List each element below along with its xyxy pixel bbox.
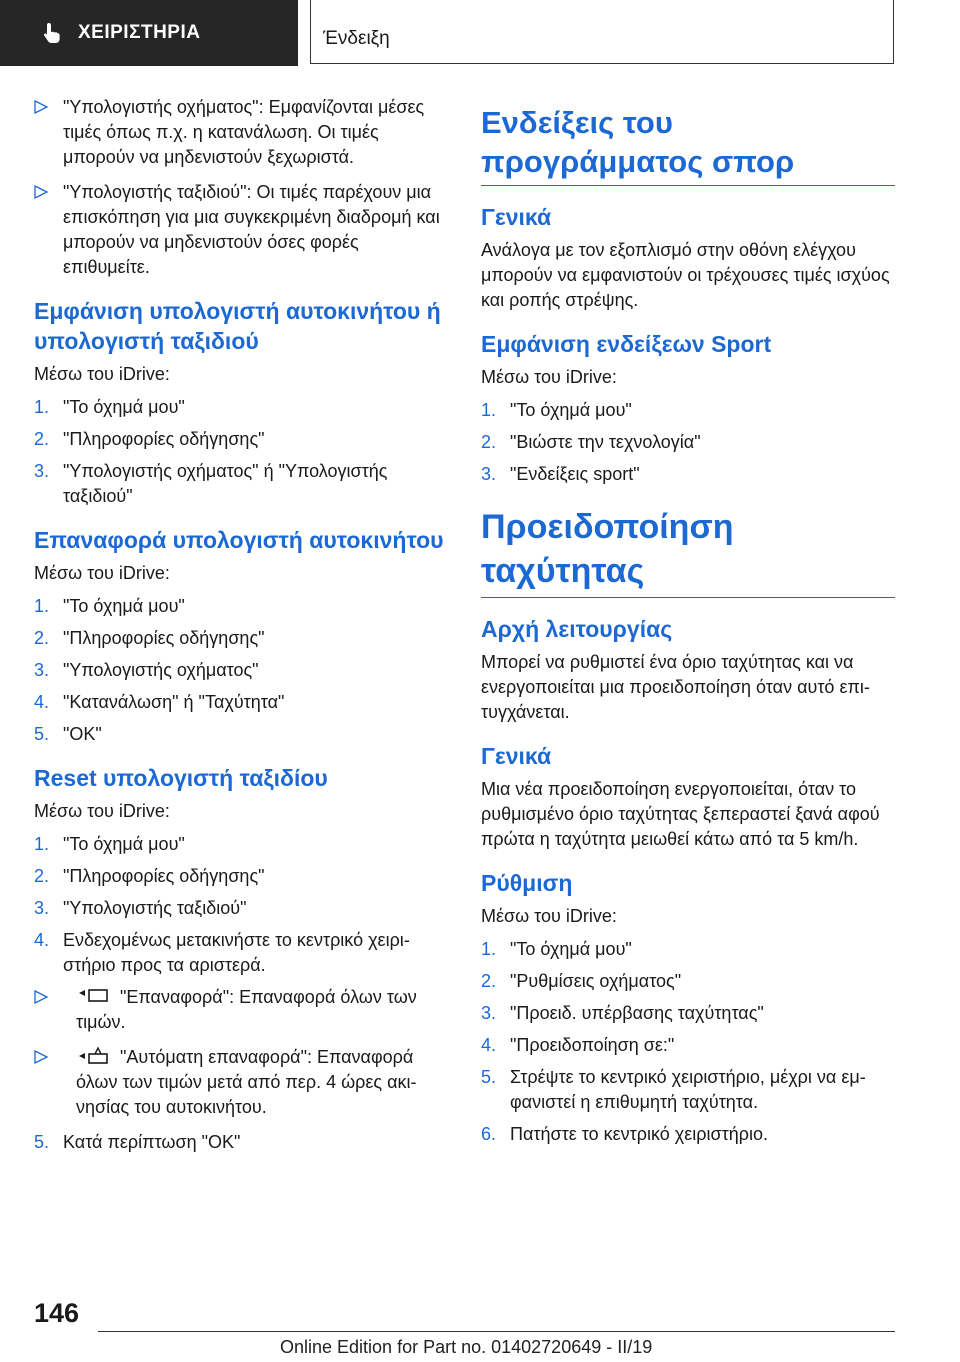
step-number: 3. bbox=[34, 461, 50, 481]
reset-icon bbox=[76, 987, 110, 1005]
body-text: Μπορεί να ρυθμιστεί ένα όριο ταχύτητας και να ενεργοποιείται μια προειδοποίηση όταν αυτό επιτυγχάνεται. bbox=[481, 652, 870, 722]
list-item: 5. Στρέψτε το κεντρικό χειριστήριο, μέχρι να εμφανιστεί η επιθυμητή ταχύτητα. bbox=[481, 1067, 866, 1112]
intro-text: Μέσω του iDrive: bbox=[34, 801, 170, 821]
sub-bullet-item: "Επαναφορά": Επαναφορά όλων των τιμών. bbox=[34, 985, 448, 1035]
step-number: 4. bbox=[481, 1035, 497, 1055]
page-number: 146 bbox=[34, 1298, 80, 1328]
step-number: 1. bbox=[34, 596, 50, 616]
body-text: Ανάλογα με τον εξοπλισμό στην οθόνη ελέγχου μπορούν να εμφανιστούν οι τρέχουσες τιμές ισχύος και ροπής στρέψης. bbox=[481, 240, 890, 310]
list-item: 5. Κατά περίπτωση "OK" bbox=[34, 1130, 448, 1155]
list-item: 3. "Υπολογιστής οχήματος" bbox=[34, 658, 448, 683]
sub-bullet-item: "Αυτόματη επαναφορά": Επαναφορά όλων των τιμών μετά από περ. 4 ώρες ακινησίας του αυτοκινήτου. bbox=[34, 1045, 448, 1120]
list-item: 6. Πατήστε το κεντρικό χειριστήριο. bbox=[481, 1122, 895, 1147]
body-text: Μια νέα προειδοποίηση ενεργοποιείται, όταν το ρυθμισμένο όριο ταχύτητας ξεπεραστεί ξανά αφού πρώτα η ταχύτητα μειωθεί κάτω από τα 5 km/h. bbox=[481, 779, 880, 849]
list-item: 2. "Πληροφορίες οδήγησης" bbox=[34, 626, 448, 651]
section-heading: Γενικά bbox=[481, 743, 552, 769]
triangle-bullet-icon bbox=[34, 100, 48, 114]
section-heading: Εμφάνιση ενδείξεων Sport bbox=[481, 331, 772, 357]
footer-divider bbox=[98, 1331, 895, 1332]
step-number: 1. bbox=[481, 939, 497, 959]
list-item: 1. "Το όχημά μου" bbox=[481, 937, 895, 962]
list-item: 2. "Πληροφορίες οδήγησης" bbox=[34, 864, 448, 889]
bullet-item: "Υπολογιστής οχήματος": Εμφανίζονται μέσες τιμές όπως π.χ. η κατανάλωση. Οι τιμές μπορούν να μηδενιστούν ξεχωριστά. bbox=[34, 95, 448, 170]
chapter-header bbox=[310, 0, 894, 64]
list-item: 3. "Ενδείξεις sport" bbox=[481, 462, 895, 487]
step-number: 2. bbox=[34, 429, 50, 449]
intro-text: Μέσω του iDrive: bbox=[481, 906, 617, 926]
list-item: 1. "Το όχημά μου" bbox=[34, 594, 448, 619]
section-heading: Εμφάνιση υπολογιστή αυτοκινήτου ή υπολογιστή ταξιδιού bbox=[34, 298, 441, 354]
list-item: 2. "Πληροφορίες οδήγησης" bbox=[34, 427, 448, 452]
intro-text: Μέσω του iDrive: bbox=[481, 367, 617, 387]
triangle-bullet-icon bbox=[34, 990, 48, 1004]
step-number: 2. bbox=[34, 866, 50, 886]
edition-text: Online Edition for Part no. 01402720649 - II/19 bbox=[280, 1337, 653, 1357]
step-number: 3. bbox=[34, 660, 50, 680]
list-item: 1. "Το όχημά μου" bbox=[34, 395, 448, 420]
list-item: 4. "Προειδοποίηση σε:" bbox=[481, 1033, 895, 1058]
step-number: 3. bbox=[481, 1003, 497, 1023]
step-number: 5. bbox=[34, 724, 50, 744]
step-number: 2. bbox=[481, 971, 497, 991]
triangle-bullet-icon bbox=[34, 1050, 48, 1064]
step-number: 3. bbox=[34, 898, 50, 918]
section-heading: Ρύθμιση bbox=[481, 870, 573, 896]
right-column bbox=[481, 95, 895, 1154]
intro-text: Μέσω του iDrive: bbox=[34, 563, 170, 583]
step-number: 4. bbox=[34, 692, 50, 712]
list-item: 3. "Υπολογιστής οχήματος" ή "Υπολογιστής ταξιδιού" bbox=[34, 461, 388, 506]
left-column bbox=[34, 95, 448, 1162]
step-number: 5. bbox=[34, 1132, 50, 1152]
chapter-heading: Ενδείξεις του προγράμματος σπορ bbox=[481, 103, 895, 186]
chapter-heading: Προειδοποίηση ταχύτητας bbox=[481, 505, 895, 598]
section-heading: Επαναφορά υπολογιστή αυτοκινήτου bbox=[34, 527, 444, 553]
list-item: 5. "OK" bbox=[34, 722, 448, 747]
list-item: 4. "Κατανάλωση" ή "Ταχύτητα" bbox=[34, 690, 448, 715]
section-heading: Reset υπολογιστή ταξιδίου bbox=[34, 765, 328, 791]
auto-reset-icon bbox=[76, 1047, 110, 1065]
step-number: 1. bbox=[481, 400, 497, 420]
list-item: 3. "Προειδ. υπέρβασης ταχύτητας" bbox=[481, 1001, 895, 1026]
section-heading: Γενικά bbox=[481, 204, 552, 230]
hand-pointer-icon bbox=[40, 21, 64, 45]
list-item: 4. Ενδεχομένως μετακινήστε το κεντρικό χειριστήριο προς τα αριστερά. bbox=[34, 930, 410, 975]
step-number: 3. bbox=[481, 464, 497, 484]
intro-text: Μέσω του iDrive: bbox=[34, 364, 170, 384]
list-item: 2. "Βιώστε την τεχνολογία" bbox=[481, 430, 895, 455]
step-number: 2. bbox=[34, 628, 50, 648]
section-header bbox=[0, 0, 298, 66]
section-title: ΧΕΙΡΙΣΤΗΡΙΑ bbox=[78, 22, 201, 43]
step-number: 1. bbox=[34, 834, 50, 854]
list-item: 2. "Ρυθμίσεις οχήματος" bbox=[481, 969, 895, 994]
list-item: 1. "Το όχημά μου" bbox=[34, 832, 448, 857]
chapter-title: Ένδειξη bbox=[323, 28, 390, 49]
triangle-bullet-icon bbox=[34, 185, 48, 199]
step-number: 2. bbox=[481, 432, 497, 452]
step-number: 1. bbox=[34, 397, 50, 417]
bullet-item: "Υπολογιστής ταξιδιού": Οι τιμές παρέχουν μια επισκόπηση για μια συγκεκριμένη διαδρομή και μπορούν να μηδενιστούν όσες φορές επιθυμείτε. bbox=[34, 180, 448, 280]
step-number: 5. bbox=[481, 1067, 497, 1087]
step-number: 4. bbox=[34, 930, 50, 950]
step-number: 6. bbox=[481, 1124, 497, 1144]
section-heading: Αρχή λειτουργίας bbox=[481, 616, 673, 642]
list-item: 1. "Το όχημά μου" bbox=[481, 398, 895, 423]
list-item: 3. "Υπολογιστής ταξιδιού" bbox=[34, 896, 448, 921]
